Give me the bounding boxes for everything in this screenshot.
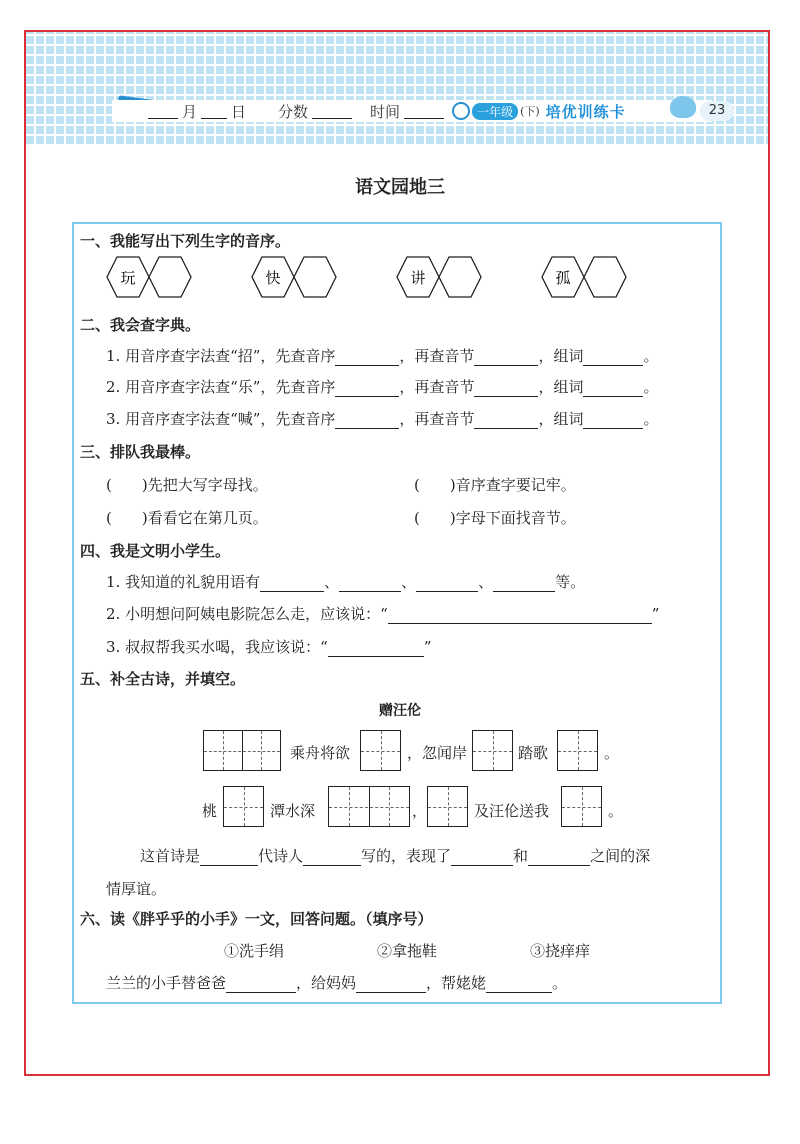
grade-badge <box>452 101 626 122</box>
poem-line2-a: 桃 <box>202 802 218 820</box>
section4-heading: 四、我是文明小学生。 <box>80 542 231 560</box>
section2-heading: 二、我会查字典。 <box>80 316 201 334</box>
poem-line1-a: 乘舟将欲 <box>290 744 351 762</box>
blank[interactable] <box>474 380 538 397</box>
header-info <box>112 100 712 122</box>
order-item-4: ( )字母下面找音节。 <box>414 509 576 527</box>
blank[interactable] <box>486 976 552 993</box>
hex-char-label: 孤 <box>555 269 571 287</box>
blank[interactable] <box>328 640 424 657</box>
char-grid-1[interactable] <box>472 730 513 771</box>
month-label: 月 <box>182 102 198 121</box>
day-blank[interactable] <box>201 104 227 119</box>
score-blank[interactable] <box>312 104 352 119</box>
option-1: ①洗手绢 <box>224 942 285 960</box>
hex-char-label: 快 <box>265 269 281 287</box>
blank[interactable] <box>260 575 324 592</box>
poem-line1-b: ，忽闻岸 <box>407 744 468 762</box>
poem-line1-end: 。 <box>604 744 620 762</box>
clock-icon <box>452 102 470 120</box>
blank[interactable] <box>583 412 643 429</box>
time-label: 时间 <box>370 102 401 121</box>
option-2: ②拿拖鞋 <box>377 942 438 960</box>
hex-char-label: 玩 <box>120 269 136 287</box>
blank[interactable] <box>335 349 399 366</box>
page-number: 23 <box>700 101 734 121</box>
char-grid-1[interactable] <box>427 786 468 827</box>
option-3: ③挠痒痒 <box>530 942 591 960</box>
order-item-1: ( )先把大写字母找。 <box>106 476 268 494</box>
order-item-3: ( )看看它在第几页。 <box>106 509 268 527</box>
blank[interactable] <box>583 380 643 397</box>
hex-char-pair <box>251 255 339 299</box>
volume-label: (下) <box>520 105 540 118</box>
blank[interactable] <box>335 412 399 429</box>
hex-char-pair <box>106 255 194 299</box>
blank[interactable] <box>388 607 652 624</box>
score-label: 分数 <box>278 102 309 121</box>
poem-line2-end: 。 <box>608 802 624 820</box>
section1-heading: 一、我能写出下列生字的音序。 <box>80 232 291 250</box>
grade-label: 一年级 <box>472 103 518 120</box>
page-title: 语文园地三 <box>355 177 445 198</box>
char-grid-1[interactable] <box>561 786 602 827</box>
hex-char-pair <box>396 255 484 299</box>
blank[interactable] <box>474 412 538 429</box>
hex-answer-cell[interactable] <box>294 257 336 297</box>
polite-item-2: 2. 小明想问阿姨电影院怎么走，应该说：“ ” <box>106 605 660 623</box>
order-item-2: ( )音序查字要记牢。 <box>414 476 576 494</box>
hex-answer-cell[interactable] <box>149 257 191 297</box>
hex-char-pair <box>541 255 629 299</box>
section5-heading: 五、补全古诗，并填空。 <box>80 670 246 688</box>
blank[interactable] <box>583 349 643 366</box>
time-blank[interactable] <box>404 104 444 119</box>
blank[interactable] <box>226 976 296 993</box>
blank[interactable] <box>416 575 478 592</box>
hex-answer-cell[interactable] <box>584 257 626 297</box>
char-grid-1[interactable] <box>223 786 264 827</box>
poem-line2-c: ， <box>412 802 428 820</box>
blank[interactable] <box>451 849 513 866</box>
poem-fill-line1: 这首诗是 代诗人 写的，表现了 和 之间的深 <box>140 847 651 865</box>
poem-line2-d: 及汪伦送我 <box>474 802 550 820</box>
header-band <box>26 32 768 144</box>
polite-item-1: 1. 我知道的礼貌用语有 、 、 、 等。 <box>106 573 586 591</box>
section3-heading: 三、排队我最棒。 <box>80 443 201 461</box>
char-grid-1[interactable] <box>360 730 401 771</box>
dict-item-2: 2. 用音序查字法查“乐”，先查音序 ，再查音节 ，组词 。 <box>106 378 659 396</box>
blank[interactable] <box>339 575 401 592</box>
day-label: 日 <box>231 102 247 121</box>
book-title: 培优训练卡 <box>545 102 626 121</box>
blank[interactable] <box>474 349 538 366</box>
blank[interactable] <box>493 575 555 592</box>
polite-item-3: 3. 叔叔帮我买水喝，我应该说：“ ” <box>106 638 432 656</box>
char-grid-2[interactable] <box>328 786 410 827</box>
mascot-icon <box>670 96 696 118</box>
month-blank[interactable] <box>148 104 178 119</box>
char-grid-1[interactable] <box>557 730 598 771</box>
hex-answer-cell[interactable] <box>439 257 481 297</box>
blank[interactable] <box>200 849 258 866</box>
poem-title: 赠汪伦 <box>379 703 421 719</box>
section6-heading: 六、读《胖乎乎的小手》一文，回答问题。（填序号） <box>80 910 433 928</box>
dict-item-3: 3. 用音序查字法查“喊”，先查音序 ，再查音节 ，组词 。 <box>106 410 659 428</box>
dict-item-1: 1. 用音序查字法查“招”，先查音序 ，再查音节 ，组词 。 <box>106 347 659 365</box>
blank[interactable] <box>528 849 590 866</box>
section6-question: 兰兰的小手替爸爸 ，给妈妈 ，帮姥姥 。 <box>106 974 568 992</box>
poem-line2-b: 潭水深 <box>270 802 316 820</box>
blank[interactable] <box>303 849 361 866</box>
char-grid-2[interactable] <box>203 730 281 771</box>
blank[interactable] <box>356 976 426 993</box>
poem-fill-line2: 情厚谊。 <box>106 880 167 898</box>
hex-char-label: 讲 <box>410 269 426 287</box>
blank[interactable] <box>335 380 399 397</box>
poem-line1-c: 踏歌 <box>518 744 549 762</box>
